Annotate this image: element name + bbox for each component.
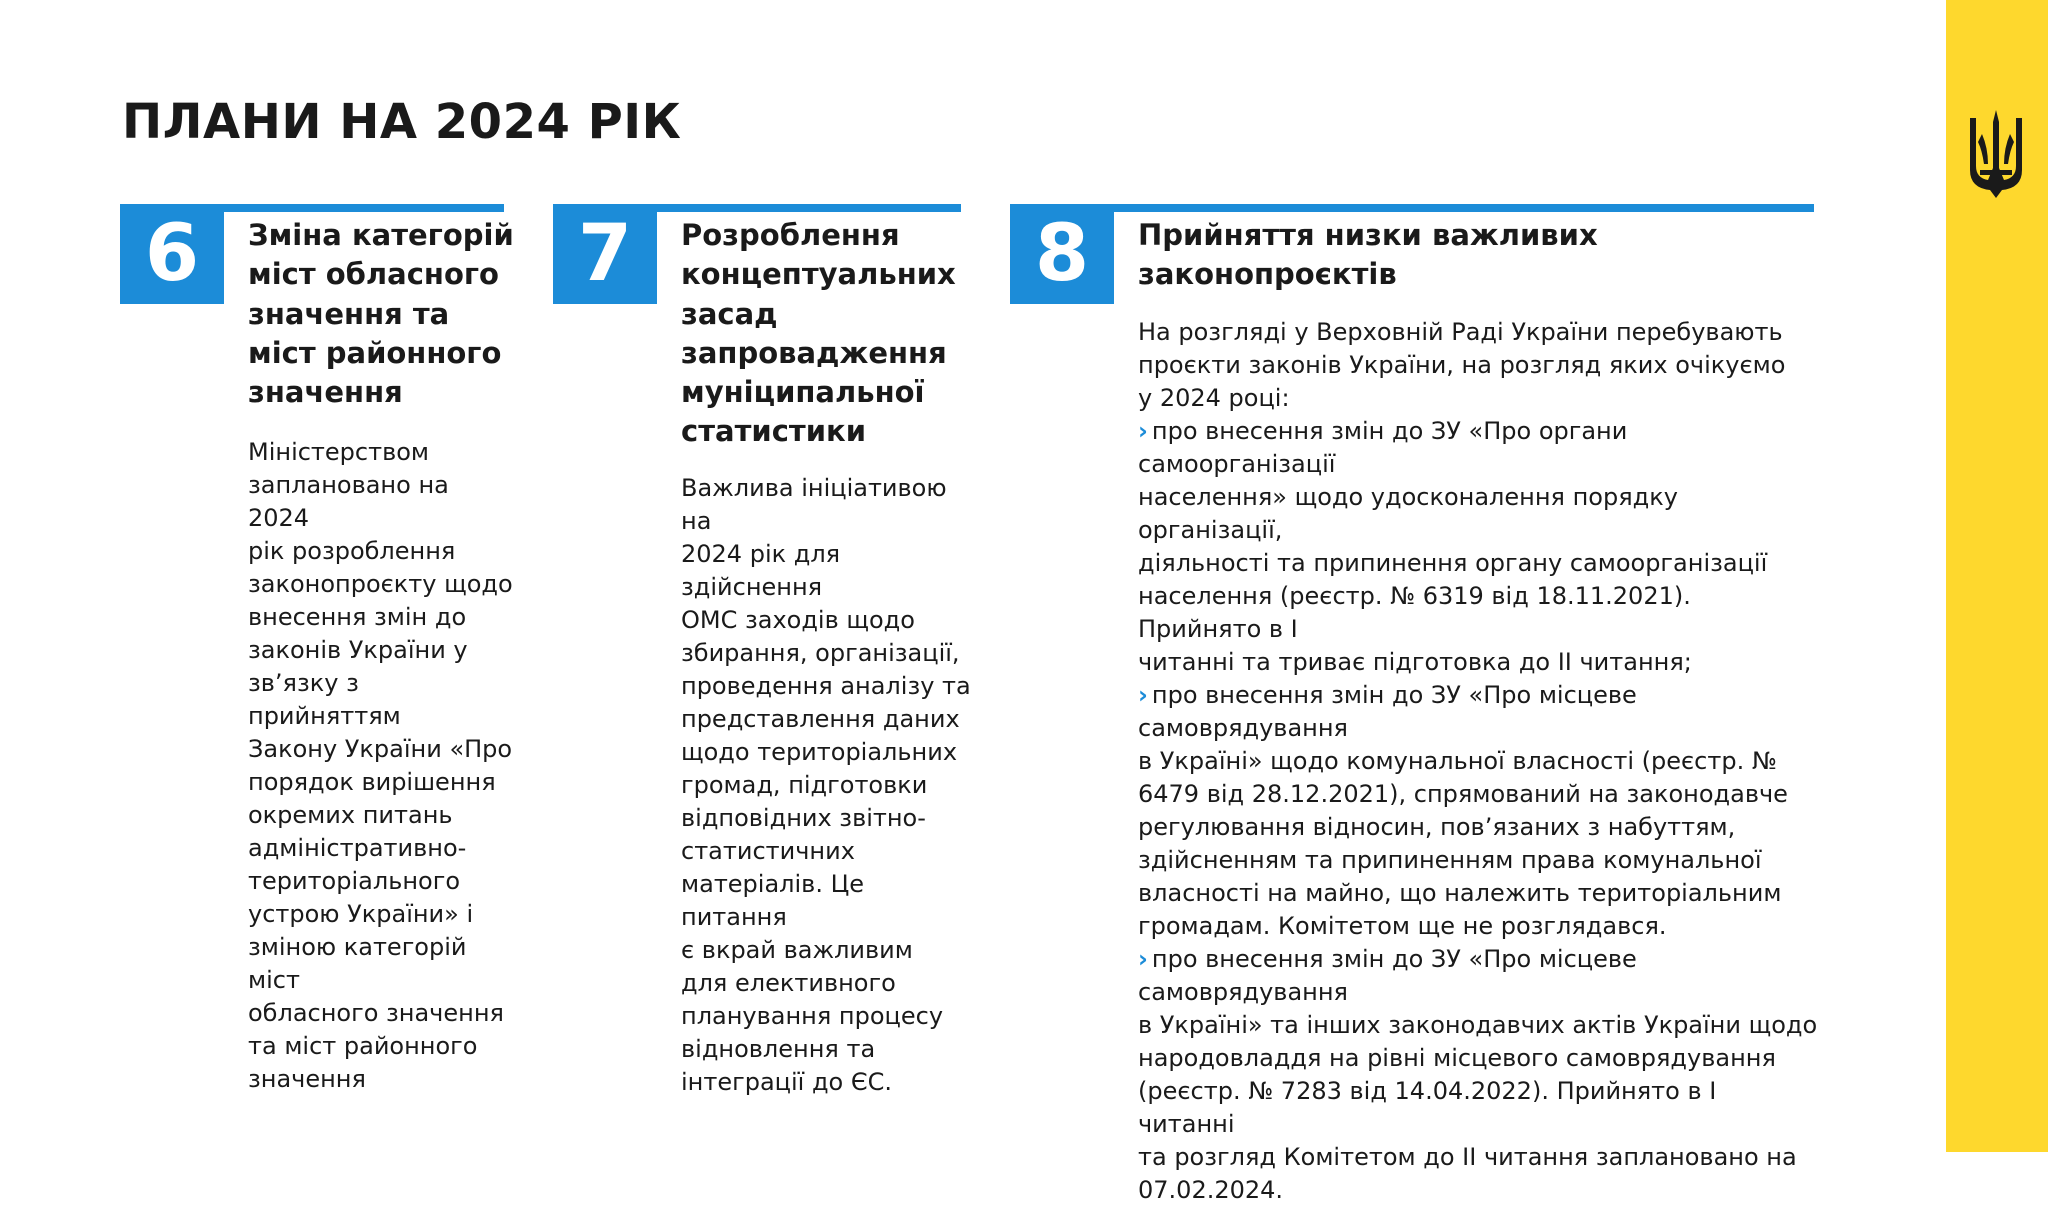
text-line xyxy=(681,802,973,835)
text-line xyxy=(248,997,516,1030)
text-line-content: міст обласного xyxy=(248,257,499,292)
text-line-content: Розроблення xyxy=(681,218,900,252)
text-line xyxy=(1138,1174,1818,1207)
text-line xyxy=(248,733,516,766)
text-line xyxy=(681,835,973,868)
text-line xyxy=(248,469,516,535)
text-line xyxy=(248,334,516,373)
text-line-content: про внесення змін до ЗУ «Про органи самоорганізації xyxy=(1138,417,1628,478)
text-line-content: запровадження xyxy=(681,335,947,370)
text-line-content: є вкрай важливим xyxy=(681,936,913,964)
text-line-content: значення xyxy=(248,375,403,410)
text-line xyxy=(248,766,516,799)
text-line xyxy=(248,799,516,832)
text-line xyxy=(681,868,973,934)
text-line xyxy=(248,255,516,294)
text-line-content: Закону України «Про xyxy=(248,735,513,763)
text-line-content: рік розроблення xyxy=(248,537,456,565)
item-heading xyxy=(248,216,516,412)
text-line-content: 07.02.2024. xyxy=(1138,1176,1284,1204)
text-line xyxy=(1138,778,1818,811)
text-line xyxy=(1138,943,1818,1009)
chevron-right-icon: › xyxy=(1138,681,1148,709)
text-line xyxy=(1138,415,1818,481)
text-line-content: обласного значення xyxy=(248,999,504,1027)
text-line-content: ОМС заходів щодо xyxy=(681,606,915,634)
text-line-content: громад, підготовки xyxy=(681,771,928,799)
text-line-content: здійсненням та припиненням права комунальної xyxy=(1138,846,1762,874)
text-line-content: статистичних xyxy=(681,837,855,865)
text-line-content: Зміна категорій xyxy=(248,218,514,252)
text-line xyxy=(1138,1141,1818,1174)
text-line xyxy=(1138,481,1818,547)
item-description xyxy=(1138,316,1818,1207)
item-number-badge: 8 xyxy=(1010,204,1114,304)
chevron-right-icon: › xyxy=(1138,945,1148,973)
item-description xyxy=(681,472,973,1099)
text-line-content: матеріалів. Це питання xyxy=(681,870,864,931)
text-line xyxy=(681,967,973,1000)
text-line xyxy=(248,216,516,255)
text-line xyxy=(681,373,973,412)
text-line xyxy=(681,769,973,802)
text-line-content: про внесення змін до ЗУ «Про місцеве самоврядування xyxy=(1138,945,1637,1006)
text-line-content: зміною категорій міст xyxy=(248,933,467,994)
text-line xyxy=(248,898,516,931)
text-line-content: територіального xyxy=(248,867,461,895)
text-line xyxy=(1138,316,1818,349)
text-line xyxy=(681,216,973,255)
text-line xyxy=(681,1066,973,1099)
text-line-content: інтеграції до ЄС. xyxy=(681,1068,893,1096)
text-line xyxy=(248,1063,516,1096)
item-description xyxy=(248,436,516,1096)
text-line-content: та розгляд Комітетом до ІІ читання заплановано на xyxy=(1138,1143,1797,1171)
text-line xyxy=(1138,580,1818,646)
text-line-content: народовладдя на рівні місцевого самоврядування xyxy=(1138,1044,1776,1072)
text-line-content: збирання, організації, xyxy=(681,639,960,667)
text-line-content: заплановано на 2024 xyxy=(248,471,449,532)
trident-icon xyxy=(1966,108,2026,200)
text-line xyxy=(1138,679,1818,745)
text-line-content: статистики xyxy=(681,414,867,449)
text-line-content: проєкти законів України, на розгляд яких очікуємо xyxy=(1138,351,1786,379)
text-line-content: регулювання відносин, пов’язаних з набуттям, xyxy=(1138,813,1736,841)
text-line xyxy=(1138,811,1818,844)
item-heading xyxy=(681,216,973,452)
text-line xyxy=(248,601,516,634)
text-line xyxy=(1138,877,1818,910)
text-line-content: планування процесу xyxy=(681,1002,944,1030)
text-line xyxy=(1138,255,1798,294)
text-line xyxy=(681,670,973,703)
text-line xyxy=(248,436,516,469)
text-line-content: в Україні» щодо комунальної власності (реєстр. № xyxy=(1138,747,1777,775)
text-line xyxy=(1138,646,1818,679)
text-line xyxy=(1138,382,1818,415)
text-line-content: відповідних звітно- xyxy=(681,804,926,832)
text-line-content: Прийняття низки важливих xyxy=(1138,218,1598,252)
text-line xyxy=(248,634,516,667)
text-line-content: відновлення та xyxy=(681,1035,876,1063)
text-line xyxy=(681,412,973,451)
text-line-content: значення та xyxy=(248,296,450,331)
text-line-content: міст районного xyxy=(248,335,502,370)
text-line-content: про внесення змін до ЗУ «Про місцеве самоврядування xyxy=(1138,681,1637,742)
text-line-content: законів України у xyxy=(248,636,468,664)
text-line-content: порядок вирішення xyxy=(248,768,496,796)
text-line-content: читанні та триває підготовка до ІІ читання; xyxy=(1138,648,1692,676)
item-number-badge: 7 xyxy=(553,204,657,304)
text-line xyxy=(1138,844,1818,877)
text-line xyxy=(1138,1075,1818,1141)
accent-line xyxy=(1010,204,1814,212)
text-line-content: адміністративно- xyxy=(248,834,467,862)
text-line xyxy=(1138,216,1798,255)
text-line-content: Міністерством xyxy=(248,438,430,466)
text-line-content: та міст районного xyxy=(248,1032,478,1060)
text-line xyxy=(681,1033,973,1066)
text-line xyxy=(248,865,516,898)
text-line-content: 2024 рік для здійснення xyxy=(681,540,841,601)
chevron-right-icon: › xyxy=(1138,417,1148,445)
text-line-content: діяльності та припинення органу самоорганізації xyxy=(1138,549,1768,577)
text-line xyxy=(681,604,973,637)
text-line xyxy=(681,736,973,769)
page-title: ПЛАНИ НА 2024 РІК xyxy=(122,94,682,150)
text-line xyxy=(1138,1009,1818,1042)
text-line xyxy=(681,637,973,670)
text-line xyxy=(681,255,973,294)
text-line xyxy=(248,1030,516,1063)
text-line xyxy=(681,472,973,538)
text-line xyxy=(681,334,973,373)
text-line-content: окремих питань xyxy=(248,801,453,829)
text-line-content: значення xyxy=(248,1065,366,1093)
text-line-content: концептуальних xyxy=(681,257,956,292)
text-line xyxy=(248,295,516,334)
text-line-content: муніципальної xyxy=(681,375,925,410)
text-line-content: населення» щодо удосконалення порядку організації, xyxy=(1138,483,1678,544)
item-number-badge: 6 xyxy=(120,204,224,304)
text-line-content: у 2024 році: xyxy=(1138,384,1290,412)
text-line xyxy=(681,934,973,967)
text-line-content: (реєстр. № 7283 від 14.04.2022). Прийнято в І читанні xyxy=(1138,1077,1717,1138)
text-line-content: власності на майно, що належить територіальним xyxy=(1138,879,1782,907)
text-line-content: представлення даних xyxy=(681,705,960,733)
text-line xyxy=(681,703,973,736)
text-line xyxy=(681,538,973,604)
text-line xyxy=(248,535,516,568)
item-heading xyxy=(1138,216,1798,295)
text-line-content: законопроєктів xyxy=(1138,257,1397,292)
text-line xyxy=(681,1000,973,1033)
text-line xyxy=(1138,349,1818,382)
text-line xyxy=(248,667,516,733)
text-line-content: устрою України» і xyxy=(248,900,474,928)
text-line xyxy=(681,295,973,334)
text-line-content: для елективного xyxy=(681,969,896,997)
text-line xyxy=(1138,547,1818,580)
text-line xyxy=(248,931,516,997)
text-line xyxy=(1138,910,1818,943)
text-line-content: в Україні» та інших законодавчих актів України щодо xyxy=(1138,1011,1818,1039)
text-line xyxy=(248,568,516,601)
text-line-content: громадам. Комітетом ще не розглядався. xyxy=(1138,912,1667,940)
text-line xyxy=(1138,745,1818,778)
text-line-content: засад xyxy=(681,296,778,331)
text-line-content: На розгляді у Верховній Раді України перебувають xyxy=(1138,318,1783,346)
text-line-content: внесення змін до xyxy=(248,603,467,631)
text-line-content: населення (реєстр. № 6319 від 18.11.2021). Прийнято в І xyxy=(1138,582,1691,643)
text-line-content: Важлива ініціативою на xyxy=(681,474,947,535)
text-line-content: законопроєкту щодо xyxy=(248,570,513,598)
text-line xyxy=(248,373,516,412)
text-line-content: проведення аналізу та xyxy=(681,672,971,700)
text-line-content: щодо територіальних xyxy=(681,738,958,766)
text-line xyxy=(248,832,516,865)
text-line-content: зв’язку з прийняттям xyxy=(248,669,401,730)
text-line-content: 6479 від 28.12.2021), спрямований на законодавче xyxy=(1138,780,1788,808)
text-line xyxy=(1138,1042,1818,1075)
